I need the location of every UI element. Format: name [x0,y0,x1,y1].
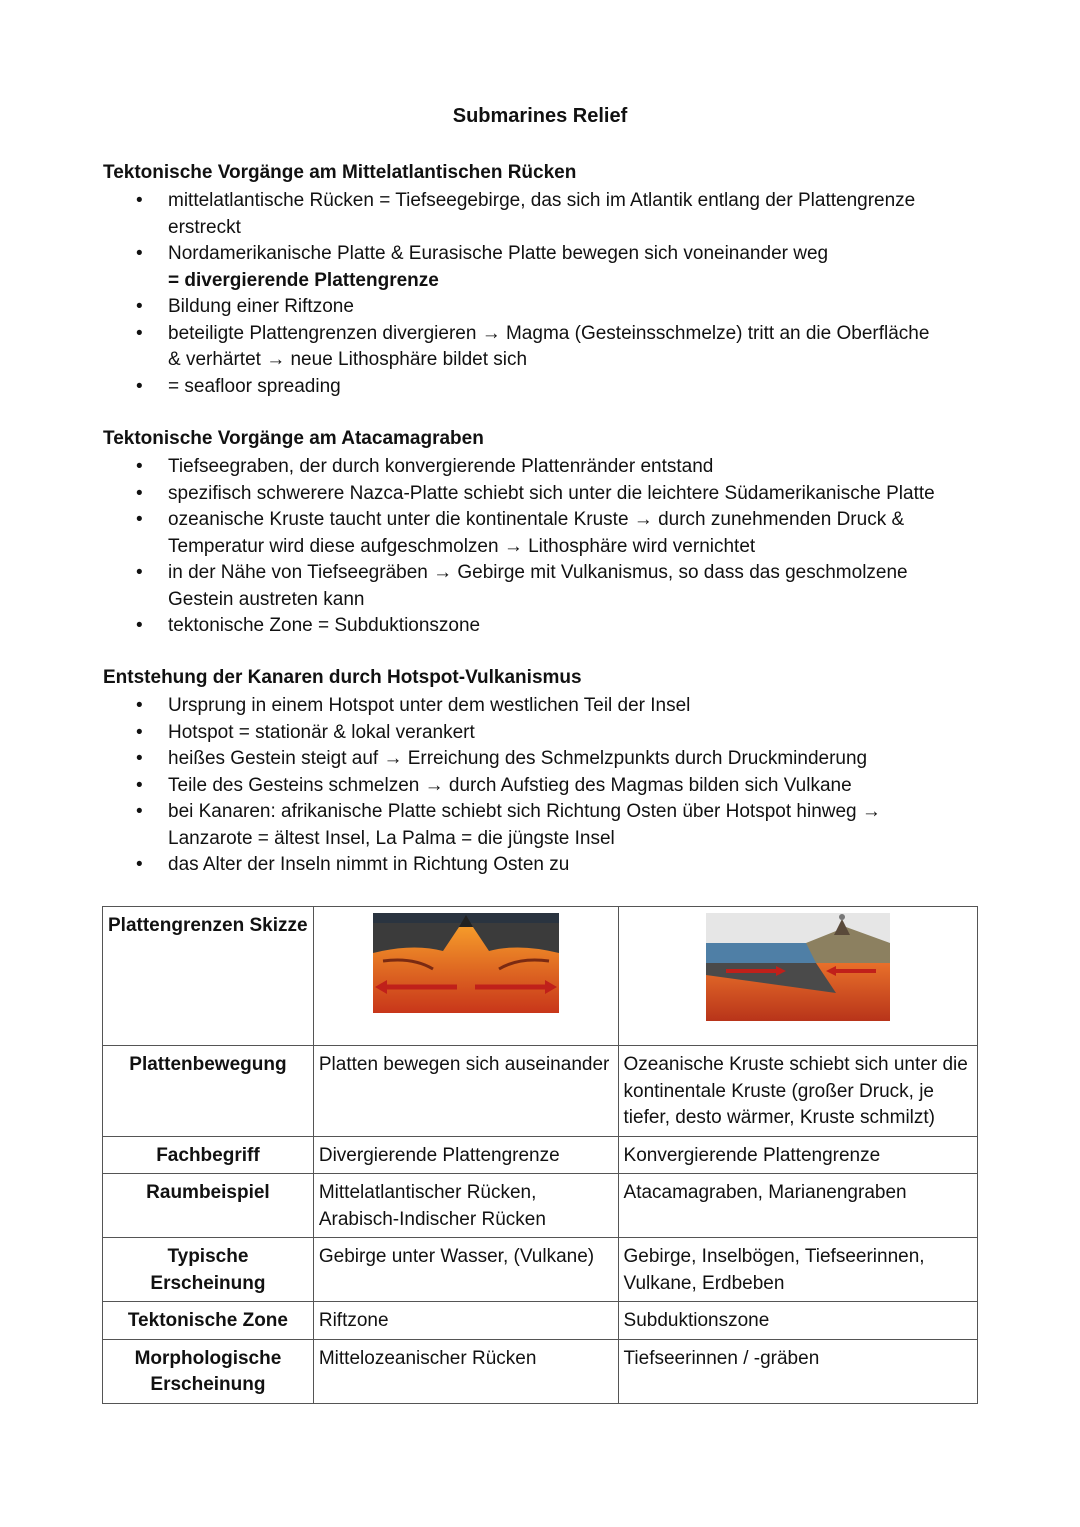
bullet-text: Hotspot = stationär & lokal verankert [168,721,475,743]
bullet-text: erstreckt [168,216,241,238]
list-item [103,852,983,879]
divergent-boundary-sketch [373,913,559,1013]
bullet-text: tektonische Zone = Subduktionszone [168,615,481,636]
bullet-text: Nordamerikanische Platte & Eurasische Platte bewegen sich voneinander weg [168,243,829,264]
divergent-sketch-cell [313,907,618,1046]
bullet-text: heißes Gestein steigt auf → Erreichung des Schmelzpunkts durch Druckminderung [168,748,868,769]
bullet-text: Lanzarote = ältest Insel, La Palma = die jüngste Insel [168,827,615,849]
bullet-text: Bildung einer Riftzone [168,296,354,317]
table-row-label: Raumbeispiel [103,1174,314,1238]
list-item [103,560,983,613]
table-row-label: Fachbegriff [103,1136,314,1174]
convergent-cell: Konvergierende Plattengrenze [618,1136,977,1174]
table-row-label: Plattengrenzen Skizze [103,907,314,1046]
list-item [103,746,983,773]
list-item [103,374,983,401]
bullet-list-atacamagraben [103,454,983,640]
convergent-cell: Subduktionszone [618,1302,977,1340]
convergent-cell: Atacamagraben, Marianengraben [618,1174,977,1238]
table-row [103,1046,978,1137]
bullet-list-kanaren [103,693,983,879]
list-item [103,799,983,852]
convergent-cell: Ozeanische Kruste schiebt sich unter die kontinentale Kruste (großer Druck, je tiefer, desto wärmer, Kruste schmilzt) [618,1046,977,1137]
list-item [103,773,983,800]
divergent-cell: Mittelatlantischer Rücken, Arabisch-Indischer Rücken [313,1174,618,1238]
table-row [103,1174,978,1238]
list-item [103,507,983,560]
divergent-cell: Riftzone [313,1302,618,1340]
section-heading-mittelatlantik: Tektonische Vorgänge am Mittelatlantischen Rücken [103,162,577,183]
list-item [103,241,983,294]
section-heading-atacamagraben: Tektonische Vorgänge am Atacamagraben [103,428,484,449]
convergent-cell: Tiefseerinnen / -gräben [618,1339,977,1403]
bullet-text: Tiefseegraben, der durch konvergierende Plattenränder entstand [168,456,714,477]
bullet-text: bei Kanaren: afrikanische Platte schiebt sich Richtung Osten über Hotspot hinweg → [168,801,881,822]
divergent-cell: Mittelozeanischer Rücken [313,1339,618,1403]
divergent-cell: Divergierende Plattengrenze [313,1136,618,1174]
bullet-text: spezifisch schwerere Nazca-Platte schiebt sich unter die leichtere Südamerikanische Platte [168,482,935,504]
convergent-cell: Gebirge, Inselbögen, Tiefseerinnen, Vulkane, Erdbeben [618,1238,977,1302]
bullet-text: ozeanische Kruste taucht unter die kontinentale Kruste → durch zunehmenden Druck & [168,509,905,530]
volcano-smoke [839,914,845,920]
list-item [103,294,983,321]
bullet-text: Ursprung in einem Hotspot unter dem westlichen Teil der Insel [168,695,691,716]
bullet-text: mittelatlantische Rücken = Tiefseegebirge, das sich im Atlantik entlang der Plattengrenze [168,190,916,211]
bullet-text: Temperatur wird diese aufgeschmolzen → Lithosphäre wird vernichtet [168,535,756,557]
list-item [103,720,983,747]
table-row [103,1339,978,1403]
bullet-text: das Alter der Inseln nimmt in Richtung Osten zu [168,854,570,875]
page-title: Submarines Relief [452,105,628,127]
list-item [103,321,983,374]
bullet-text: in der Nähe von Tiefseegräben → Gebirge mit Vulkanismus, so dass das geschmolzene [168,562,908,583]
bullet-text: Teile des Gesteins schmelzen → durch Aufstieg des Magmas bilden sich Vulkane [168,774,852,796]
list-item [103,188,983,241]
table-row [103,1238,978,1302]
table-row-label: Typische Erscheinung [103,1238,314,1302]
list-item [103,693,983,720]
table-row-label: Tektonische Zone [103,1302,314,1340]
section-heading-kanaren: Entstehung der Kanaren durch Hotspot-Vulkanismus [103,667,582,688]
bullet-bold-text: = divergierende Plattengrenze [168,269,439,291]
table-row [103,907,978,1046]
divergent-cell: Platten bewegen sich auseinander [313,1046,618,1137]
convergent-boundary-sketch [706,913,890,1021]
bullet-list-mittelatlantik [103,188,983,400]
bullet-text: Gestein austreten kann [168,588,365,610]
table-row-label: Morphologische Erscheinung [103,1339,314,1403]
list-item [103,481,983,508]
bullet-text: beteiligte Plattengrenzen divergieren → Magma (Gesteinsschmelze) tritt an die Oberfläche [168,322,930,344]
table-row [103,1302,978,1340]
bullet-text: = seafloor spreading [168,375,341,397]
list-item [103,613,983,640]
plate-boundary-table [102,906,978,1404]
table-row [103,1136,978,1174]
bullet-text: & verhärtet → neue Lithosphäre bildet sich [168,349,528,370]
convergent-sketch-cell [618,907,977,1046]
table-row-label: Plattenbewegung [103,1046,314,1137]
divergent-cell: Gebirge unter Wasser, (Vulkane) [313,1238,618,1302]
ocean-water [706,943,816,963]
list-item [103,454,983,481]
